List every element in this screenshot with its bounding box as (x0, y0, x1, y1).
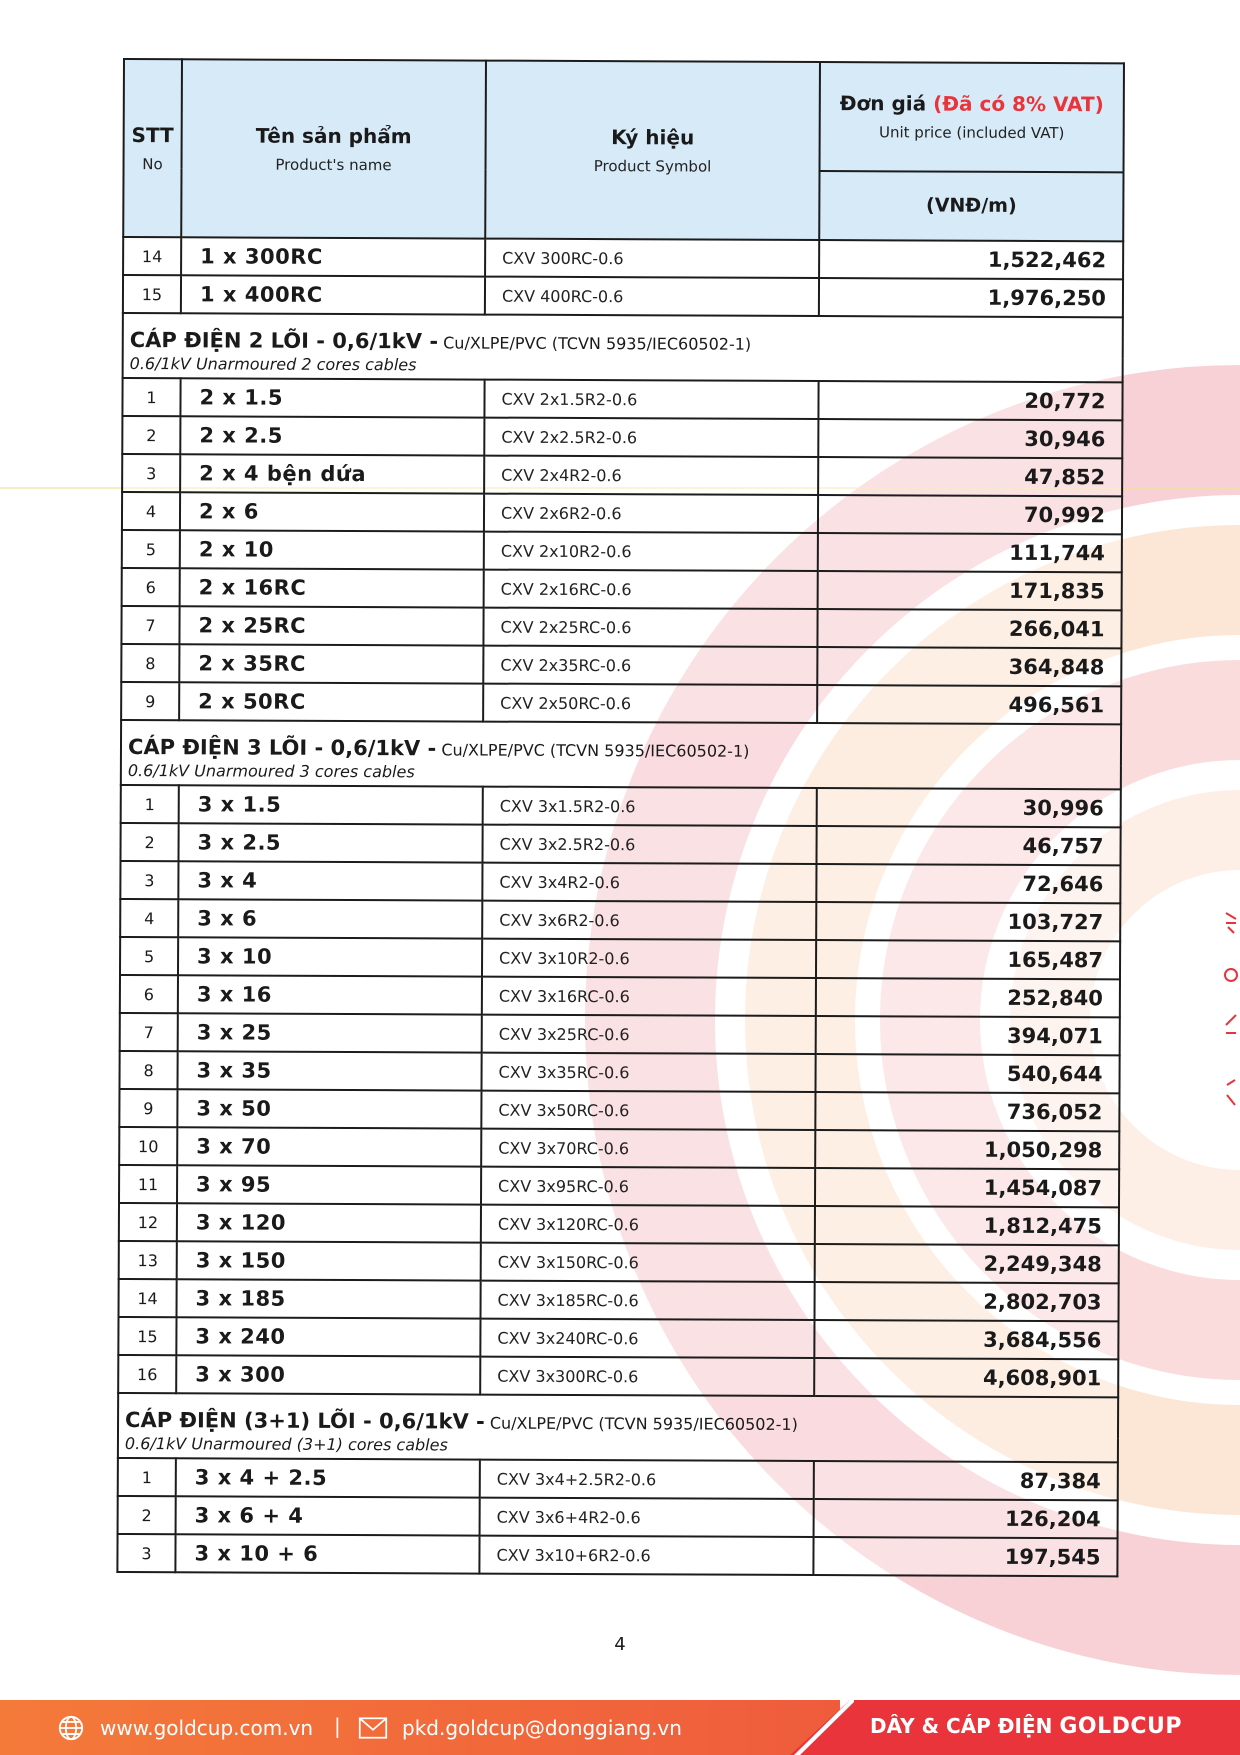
unit-price: 111,744 (818, 533, 1122, 572)
product-symbol: CXV 2x25RC-0.6 (483, 608, 817, 647)
unit-price: 72,646 (816, 864, 1120, 903)
product-symbol: CXV 3x2.5R2-0.6 (482, 825, 816, 864)
envelope-icon (358, 1714, 388, 1742)
section-title: CÁP ĐIỆN (3+1) LÕI - 0,6/1kV - (125, 1408, 485, 1434)
product-symbol: CXV 3x4R2-0.6 (482, 863, 816, 902)
row-number: 1 (121, 785, 179, 823)
unit-price: 46,757 (816, 826, 1120, 865)
unit-price: 1,454,087 (815, 1168, 1119, 1207)
unit-price: 4,608,901 (814, 1358, 1118, 1397)
unit-price: 20,772 (818, 381, 1122, 420)
table-row (123, 237, 1123, 279)
unit-price: 30,946 (818, 419, 1122, 458)
row-number: 7 (120, 1013, 178, 1051)
header-price: Đơn giá (Đã có 8% VAT) Unit price (included VAT) (820, 62, 1124, 172)
product-name: 2 x 4 bện dứa (180, 454, 484, 493)
table-row (121, 644, 1121, 686)
unit-price: 1,976,250 (819, 278, 1123, 317)
header-unit: (VNĐ/m) (819, 171, 1123, 241)
product-symbol: CXV 400RC-0.6 (485, 277, 819, 316)
section-title-cell (121, 720, 1121, 765)
table-row (119, 1089, 1119, 1131)
product-name: 3 x 10 + 6 (175, 1534, 479, 1573)
table-row (119, 1203, 1119, 1245)
unit-price: 103,727 (816, 902, 1120, 941)
section-header (121, 720, 1121, 765)
row-number: 6 (120, 975, 178, 1013)
row-number: 14 (123, 237, 181, 275)
product-symbol: CXV 3x150RC-0.6 (481, 1243, 815, 1282)
unit-price: 70,992 (818, 495, 1122, 534)
section-title-cell (123, 313, 1123, 358)
price-sheet (116, 58, 1123, 1577)
product-symbol: CXV 3x50RC-0.6 (481, 1091, 815, 1130)
product-name: 3 x 1.5 (179, 785, 483, 824)
product-name: 2 x 1.5 (180, 378, 484, 417)
section-spec: Cu/XLPE/PVC (TCVN 5935/IEC60502-1) (441, 740, 750, 761)
product-name: 2 x 50RC (179, 682, 483, 721)
footer-website[interactable]: www.goldcup.com.vn (56, 1714, 313, 1742)
price-table (116, 58, 1125, 1577)
product-name: 3 x 185 (177, 1279, 481, 1318)
table-row (118, 1458, 1118, 1500)
product-symbol: CXV 3x240RC-0.6 (480, 1319, 814, 1358)
product-name: 2 x 10 (180, 530, 484, 569)
section-title: CÁP ĐIỆN 3 LÕI - 0,6/1kV - (127, 735, 437, 761)
section-subtitle: 0.6/1kV Unarmoured 3 cores cables (121, 761, 1121, 789)
unit-price: 266,041 (817, 609, 1121, 648)
section-header (118, 1393, 1118, 1438)
brand-name: GOLDCUP (1059, 1714, 1183, 1739)
product-symbol: CXV 2x10R2-0.6 (484, 532, 818, 571)
product-name: 3 x 95 (177, 1165, 481, 1204)
product-symbol: CXV 300RC-0.6 (485, 239, 819, 278)
table-row (121, 606, 1121, 648)
unit-price: 30,996 (817, 788, 1121, 827)
row-number: 15 (123, 275, 181, 313)
product-name: 3 x 70 (177, 1127, 481, 1166)
table-row (121, 682, 1121, 724)
section-title-cell (118, 1393, 1118, 1438)
product-name: 1 x 400RC (181, 275, 485, 314)
table-row (119, 1279, 1119, 1321)
product-symbol: CXV 3x185RC-0.6 (481, 1281, 815, 1320)
product-name: 3 x 150 (177, 1241, 481, 1280)
header-row (124, 59, 1124, 172)
section-spec: Cu/XLPE/PVC (TCVN 5935/IEC60502-1) (443, 333, 752, 354)
product-symbol: CXV 3x6R2-0.6 (482, 901, 816, 940)
product-name: 2 x 35RC (179, 644, 483, 683)
section-spec: Cu/XLPE/PVC (TCVN 5935/IEC60502-1) (489, 1413, 798, 1434)
row-number: 8 (121, 644, 179, 682)
product-symbol: CXV 3x120RC-0.6 (481, 1205, 815, 1244)
row-number: 1 (122, 378, 180, 416)
header-symbol: Ký hiệu Product Symbol (485, 61, 820, 240)
product-name: 3 x 6 (178, 899, 482, 938)
table-row (119, 1127, 1119, 1169)
table-row (120, 861, 1120, 903)
row-number: 15 (118, 1317, 176, 1355)
unit-price: 197,545 (813, 1537, 1117, 1576)
row-number: 2 (122, 416, 180, 454)
product-symbol: CXV 3x10+6R2-0.6 (479, 1536, 813, 1575)
table-row (121, 785, 1121, 827)
product-name: 3 x 120 (177, 1203, 481, 1242)
unit-price: 736,052 (815, 1092, 1119, 1131)
vat-note: (Đã có 8% VAT) (933, 91, 1104, 117)
product-name: 3 x 10 (178, 937, 482, 976)
product-symbol: CXV 3x1.5R2-0.6 (483, 787, 817, 826)
table-row (120, 1051, 1120, 1093)
row-number: 5 (120, 937, 178, 975)
product-symbol: CXV 3x6+4R2-0.6 (480, 1498, 814, 1537)
row-number: 1 (118, 1458, 176, 1496)
table-row (122, 416, 1122, 458)
product-symbol: CXV 2x1.5R2-0.6 (484, 380, 818, 419)
table-row (120, 899, 1120, 941)
table-row (119, 1241, 1119, 1283)
footer-bar (0, 1700, 1240, 1755)
product-symbol: CXV 3x70RC-0.6 (481, 1129, 815, 1168)
unit-price: 540,644 (815, 1054, 1119, 1093)
row-number: 10 (119, 1127, 177, 1165)
row-number: 7 (121, 606, 179, 644)
header-stt: STT No (123, 59, 182, 237)
section-header (123, 313, 1123, 358)
table-row (122, 454, 1122, 496)
product-symbol: CXV 3x10R2-0.6 (482, 939, 816, 978)
row-number: 3 (117, 1534, 175, 1572)
product-name: 1 x 300RC (181, 237, 485, 276)
row-number: 3 (120, 861, 178, 899)
table-row (120, 1013, 1120, 1055)
unit-price: 1,812,475 (815, 1206, 1119, 1245)
unit-price: 1,522,462 (819, 240, 1123, 279)
table-row (122, 492, 1122, 534)
globe-icon (56, 1714, 86, 1742)
header-name: Tên sản phẩm Product's name (181, 59, 486, 238)
table-row (122, 530, 1122, 572)
unit-price: 165,487 (816, 940, 1120, 979)
product-name: 2 x 25RC (179, 606, 483, 645)
product-symbol: CXV 2x6R2-0.6 (484, 494, 818, 533)
product-name: 3 x 300 (176, 1355, 480, 1394)
row-number: 9 (119, 1089, 177, 1127)
row-number: 14 (119, 1279, 177, 1317)
row-number: 11 (119, 1165, 177, 1203)
row-number: 6 (122, 568, 180, 606)
product-symbol: CXV 3x95RC-0.6 (481, 1167, 815, 1206)
product-symbol: CXV 2x16RC-0.6 (484, 570, 818, 609)
unit-price: 126,204 (814, 1499, 1118, 1538)
row-number: 4 (120, 899, 178, 937)
product-symbol: CXV 3x35RC-0.6 (481, 1053, 815, 1092)
table-row (122, 378, 1122, 420)
product-symbol: CXV 3x16RC-0.6 (482, 977, 816, 1016)
table-row (118, 1317, 1118, 1359)
unit-price: 171,835 (818, 571, 1122, 610)
product-name: 3 x 240 (176, 1317, 480, 1356)
product-name: 3 x 4 + 2.5 (176, 1458, 480, 1497)
row-number: 13 (119, 1241, 177, 1279)
unit-price: 2,802,703 (814, 1282, 1118, 1321)
table-row (123, 275, 1123, 317)
product-symbol: CXV 3x4+2.5R2-0.6 (480, 1460, 814, 1499)
table-row (118, 1496, 1118, 1538)
product-name: 2 x 6 (180, 492, 484, 531)
row-number: 16 (118, 1355, 176, 1393)
product-name: 3 x 16 (178, 975, 482, 1014)
unit-price: 496,561 (817, 685, 1121, 724)
footer-separator: | (334, 1714, 341, 1738)
table-row (120, 823, 1120, 865)
product-name: 2 x 2.5 (180, 416, 484, 455)
row-number: 2 (118, 1496, 176, 1534)
footer-email[interactable]: pkd.goldcup@donggiang.vn (358, 1714, 682, 1742)
section-title: CÁP ĐIỆN 2 LÕI - 0,6/1kV - (129, 328, 439, 354)
unit-price: 364,848 (817, 647, 1121, 686)
product-symbol: CXV 2x4R2-0.6 (484, 456, 818, 495)
table-row (122, 568, 1122, 610)
section-subtitle: 0.6/1kV Unarmoured (3+1) cores cables (118, 1434, 1118, 1462)
page-number: 4 (614, 1634, 626, 1655)
table-row (117, 1534, 1117, 1576)
product-name: 3 x 35 (178, 1051, 482, 1090)
product-symbol: CXV 2x2.5R2-0.6 (484, 418, 818, 457)
side-decoration (1222, 905, 1240, 1125)
row-number: 12 (119, 1203, 177, 1241)
row-number: 5 (122, 530, 180, 568)
product-symbol: CXV 2x50RC-0.6 (483, 684, 817, 723)
product-name: 3 x 50 (177, 1089, 481, 1128)
row-number: 3 (122, 454, 180, 492)
product-name: 3 x 2.5 (178, 823, 482, 862)
product-name: 2 x 16RC (180, 568, 484, 607)
table-row (120, 937, 1120, 979)
product-symbol: CXV 3x25RC-0.6 (482, 1015, 816, 1054)
table-body (117, 237, 1123, 1576)
unit-price: 394,071 (816, 1016, 1120, 1055)
unit-price: 1,050,298 (815, 1130, 1119, 1169)
unit-price: 3,684,556 (814, 1320, 1118, 1359)
row-number: 4 (122, 492, 180, 530)
product-symbol: CXV 3x300RC-0.6 (480, 1357, 814, 1396)
table-row (120, 975, 1120, 1017)
table-row (119, 1165, 1119, 1207)
row-number: 2 (120, 823, 178, 861)
unit-price: 2,249,348 (815, 1244, 1119, 1283)
row-number: 8 (120, 1051, 178, 1089)
section-subtitle: 0.6/1kV Unarmoured 2 cores cables (123, 354, 1123, 382)
product-name: 3 x 4 (178, 861, 482, 900)
product-name: 3 x 6 + 4 (176, 1496, 480, 1535)
table-row (118, 1355, 1118, 1397)
product-name: 3 x 25 (178, 1013, 482, 1052)
unit-price: 47,852 (818, 457, 1122, 496)
unit-price: 252,840 (816, 978, 1120, 1017)
product-symbol: CXV 2x35RC-0.6 (483, 646, 817, 685)
row-number: 9 (121, 682, 179, 720)
unit-price: 87,384 (814, 1461, 1118, 1500)
footer-brand: DÂY & CÁP ĐIỆN GOLDCUP (870, 1714, 1183, 1739)
